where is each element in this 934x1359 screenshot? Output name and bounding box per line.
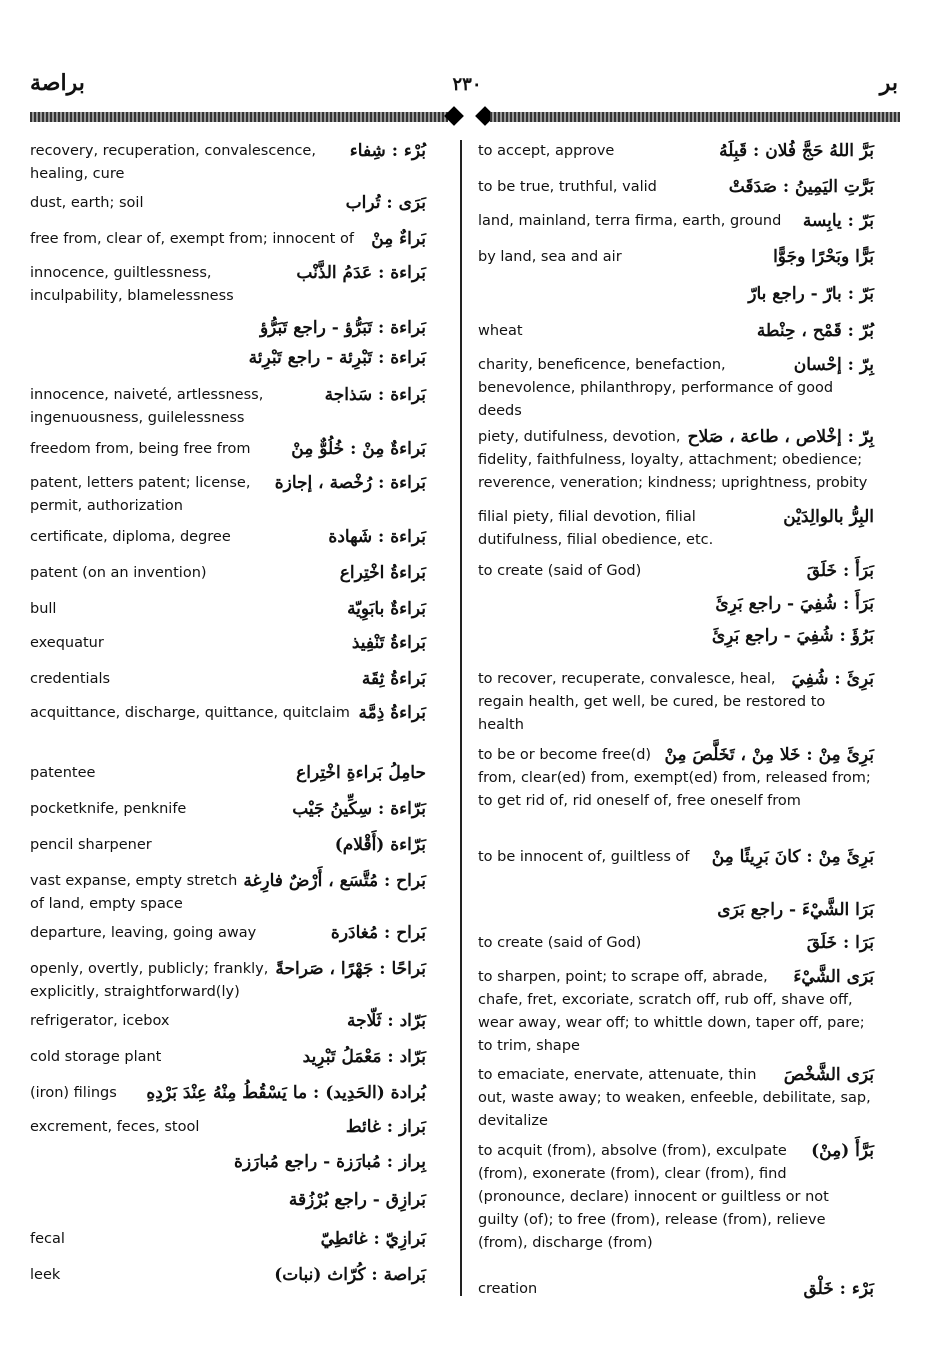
english-definition: patent (on an invention) [30, 565, 207, 581]
cross-reference-entry: بِراز : مُبارَزة - راجع مُبارَزة [234, 1152, 426, 1172]
arabic-headword: بَرِئَ مِنْ : خَلا مِنْ ، تَخَلَّصَ مِنْ [664, 745, 874, 765]
dictionary-entry [30, 958, 426, 1004]
header-rule-left [30, 112, 448, 122]
cross-reference-entry: بَرازِق - راجع بُرْزُقة [288, 1190, 426, 1210]
english-definition: to create (said of God) [478, 935, 642, 951]
english-definition: free from, clear of, exempt from; innocent of [30, 231, 354, 247]
cross-reference-entry: بَرَأَ : شُفِيَ - راجع بَرِئَ [715, 594, 874, 614]
header-guide-word-right: بر [879, 70, 898, 96]
dictionary-entry [30, 870, 426, 916]
cross-reference-entry: بَراءة : تَبْرِئة - راجع تَبْرِئة [248, 348, 426, 368]
arabic-headword: بَرَّ اللهُ حَجَّ فُلان : قَبِلَهُ [719, 141, 874, 161]
dictionary-entry [478, 210, 874, 233]
english-definition: filial piety, filial devotion, filial dutifulness, filial obedience, etc. [478, 509, 714, 548]
english-definition: acquittance, discharge, quittance, quitclaim [30, 705, 350, 721]
arabic-headword: بَرازِيّ : غائطِيّ [320, 1229, 426, 1249]
english-definition: bull [30, 601, 57, 617]
english-definition: patent, letters patent; license, permit, authorization [30, 475, 251, 514]
dictionary-entry [30, 562, 426, 585]
arabic-headword: بَراءٌ مِنْ [371, 229, 426, 249]
dictionary-entry [478, 176, 874, 199]
english-definition: recovery, recuperation, convalescence, healing, cure [30, 143, 316, 182]
english-definition: to accept, approve [478, 143, 615, 159]
dictionary-entry [478, 668, 874, 737]
dictionary-entry [30, 1046, 426, 1069]
arabic-headword: البِرُّ بالوالِدَيْن [783, 507, 874, 527]
dictionary-entry [30, 262, 426, 308]
arabic-headword: بَراز : غائط [345, 1117, 426, 1137]
cross-reference-entry: بَراءة : تَبَرُّؤ - راجع تَبَرُّؤ [259, 318, 426, 338]
english-definition: freedom from, being free from [30, 441, 251, 457]
dictionary-entry [30, 1228, 426, 1251]
arabic-headword: بَراءة : عَدَمُ الذَّنْب [296, 263, 426, 283]
english-definition: vast expanse, empty stretch of land, empty space [30, 873, 238, 912]
arabic-headword: بَراءةُ اخْتِراع [339, 563, 426, 583]
dictionary-entry [478, 846, 874, 869]
dictionary-entry [478, 560, 874, 583]
arabic-headword: بَراح : مُتَّسَع ، أَرْضٌ فارِغة [243, 871, 426, 891]
dictionary-entry [478, 140, 874, 163]
english-definition: to create (said of God) [478, 563, 642, 579]
arabic-headword: بَراءةٌ مِنْ : خُلُوٌّ مِنْ [291, 439, 426, 459]
arabic-headword: حامِلُ بَراءةِ اخْتِراع [296, 763, 426, 783]
arabic-headword: بَراءةُ تَنْفِيذ [351, 633, 426, 653]
arabic-headword: بَرَى الشَّخْصَ [783, 1065, 874, 1085]
arabic-headword: بَراءةُ ذِمَّة [358, 703, 426, 723]
arabic-headword: بَرَا : خَلَقَ [806, 933, 874, 953]
arabic-headword: بَرَأَ : خَلَقَ [806, 561, 874, 581]
dictionary-entry [30, 1010, 426, 1033]
english-definition: (iron) filings [30, 1085, 117, 1101]
arabic-headword: بَراح : مُغادَرة [330, 923, 426, 943]
arabic-headword: بَرّاد : مَعْمَلُ تَبْرِيد [302, 1047, 426, 1067]
english-definition: to sharpen, point; to scrape off, abrade, chafe, fret, excoriate, scratch off, rub off, shave off, wear away, wear off; to whittle down, taper off, pare; to trim, shape [478, 969, 865, 1054]
arabic-headword: بُرادة (الحَدِيد) : ما يَسْقُطُ مِنْهُ عِنْدَ بَرْدِهِ [146, 1083, 426, 1103]
english-definition: patentee [30, 765, 96, 781]
arabic-headword: بُرّ : قَمْح ، حِنْطة [756, 321, 874, 341]
dictionary-entry [30, 762, 426, 785]
dictionary-entry [30, 526, 426, 549]
english-definition: to emaciate, enervate, attenuate, thin out, waste away; to weaken, enfeeble, debilitate, sap, devitalize [478, 1067, 871, 1129]
arabic-headword: بَرْء : خَلْق [803, 1279, 874, 1299]
dictionary-entry [30, 632, 426, 655]
english-definition: to be true, truthful, valid [478, 179, 657, 195]
english-definition: exequatur [30, 635, 104, 651]
english-definition: excrement, feces, stool [30, 1119, 200, 1135]
english-definition: pencil sharpener [30, 837, 152, 853]
arabic-headword: بَرَّتِ اليَمِينُ : صَدَقَتْ [728, 177, 874, 197]
dictionary-entry [478, 966, 874, 1058]
cross-reference-entry: بَرَا الشَّيْءَ - راجع بَرَى [717, 900, 874, 920]
dictionary-entry [478, 932, 874, 955]
dictionary-entry [30, 798, 426, 821]
dictionary-entry [30, 702, 426, 725]
english-definition: piety, dutifulness, devotion, fidelity, faithfulness, loyalty, attachment; obedience; reverence, veneration; kindness; uprightness, probity [478, 429, 868, 491]
header-guide-word-left: براصة [30, 70, 85, 96]
english-definition: dust, earth; soil [30, 195, 144, 211]
ornament-diamond [444, 106, 464, 126]
arabic-headword: بَراءةٌ بابَوِيّة [347, 599, 426, 619]
dictionary-entry [30, 1264, 426, 1287]
dictionary-entry [30, 834, 426, 857]
arabic-headword: بَراءة : سَذاجة [324, 385, 426, 405]
english-definition: pocketknife, penknife [30, 801, 187, 817]
dictionary-entry [478, 320, 874, 343]
arabic-headword: بِرّ : إحْسان [793, 355, 874, 375]
arabic-headword: بُرْء : شِفاء [349, 141, 426, 161]
english-definition: certificate, diploma, degree [30, 529, 231, 545]
english-definition: charity, beneficence, benefaction, benevolence, philanthropy, performance of good deeds [478, 357, 834, 419]
dictionary-entry [30, 140, 426, 186]
arabic-headword: بَرّاءة (أَقْلام) [334, 835, 426, 855]
dictionary-entry [30, 438, 426, 461]
cross-reference-entry: بَرُؤَ : شُفِيَ - راجع بَرِئَ [711, 626, 874, 646]
english-definition: wheat [478, 323, 523, 339]
cross-reference-entry: بَرّ : بارّ - راجع بارّ [748, 284, 874, 304]
arabic-headword: بَراصة : كُرّاث (نبات) [274, 1265, 426, 1285]
arabic-headword: بَرّاد : ثَلّاجة [346, 1011, 426, 1031]
english-definition: creation [478, 1281, 538, 1297]
english-definition: departure, leaving, going away [30, 925, 257, 941]
dictionary-entry [478, 506, 874, 552]
dictionary-entry [30, 1116, 426, 1139]
dictionary-entry [478, 1278, 874, 1301]
arabic-headword: بَرًّا وبَحْرًا وجَوًّا [773, 247, 874, 267]
page-number: ٢٣٠ [452, 74, 482, 95]
dictionary-entry [30, 922, 426, 945]
dictionary-entry [30, 668, 426, 691]
english-definition: innocence, guiltlessness, inculpability, blamelessness [30, 265, 234, 304]
english-definition: innocence, naiveté, artlessness, ingenuousness, guilelessness [30, 387, 264, 426]
english-definition: fecal [30, 1231, 65, 1247]
english-definition: by land, sea and air [478, 249, 622, 265]
arabic-headword: بَراءة : رُخْصة ، إجازة [274, 473, 426, 493]
arabic-headword: بَرّاءة : سِكِّينُ جَيْب [292, 799, 426, 819]
arabic-headword: بَراحًا : جَهْرًا ، صَراحةً [275, 959, 426, 979]
arabic-headword: بَرَى : تُراب [345, 193, 426, 213]
arabic-headword: بَرَّأَ (مِنْ) [811, 1141, 874, 1161]
dictionary-entry [478, 354, 874, 423]
arabic-headword: بَرّ : يابِسة [802, 211, 874, 231]
english-definition: to be innocent of, guiltless of [478, 849, 690, 865]
header-rule-right [490, 112, 900, 122]
dictionary-entry [30, 1082, 426, 1105]
english-definition: refrigerator, icebox [30, 1013, 170, 1029]
column-divider [460, 140, 462, 1296]
arabic-headword: بَرِئَ مِنْ : كانَ بَرِيئًا مِنْ [711, 847, 874, 867]
arabic-headword: بَراءةُ ثِقَة [361, 669, 426, 689]
dictionary-entry [478, 426, 874, 495]
english-definition: land, mainland, terra firma, earth, ground [478, 213, 782, 229]
dictionary-entry [30, 228, 426, 251]
english-definition: to be or become free(d) from, clear(ed) from, exempt(ed) from, released from; to get rid of, rid oneself of, free oneself from [478, 747, 871, 809]
dictionary-entry [30, 598, 426, 621]
english-definition: to acquit (from), absolve (from), exculpate (from), exonerate (from), clear (from), find (pronounce, declare) innocent or guiltless or not guilty (of); to free (from), release (from), relieve (from), discharge (from) [478, 1143, 829, 1251]
dictionary-entry [478, 744, 874, 813]
english-definition: cold storage plant [30, 1049, 162, 1065]
dictionary-entry [30, 472, 426, 518]
dictionary-entry [30, 192, 426, 215]
dictionary-entry [30, 384, 426, 430]
english-definition: leek [30, 1267, 61, 1283]
dictionary-entry [478, 246, 874, 269]
english-definition: credentials [30, 671, 111, 687]
english-definition: openly, overtly, publicly; frankly, explicitly, straightforward(ly) [30, 961, 269, 1000]
arabic-headword: بِرّ : إخْلاص ، طاعة ، صَلاح [687, 427, 874, 447]
arabic-headword: بَراءة : شَهادة [328, 527, 426, 547]
arabic-headword: بَرِئَ : شُفِيَ [791, 669, 874, 689]
english-definition: to recover, recuperate, convalesce, heal, regain health, get well, be cured, be restored to health [478, 671, 826, 733]
dictionary-entry [478, 1064, 874, 1133]
dictionary-entry [478, 1140, 874, 1255]
arabic-headword: بَرَى الشَّيْءَ [793, 967, 874, 987]
